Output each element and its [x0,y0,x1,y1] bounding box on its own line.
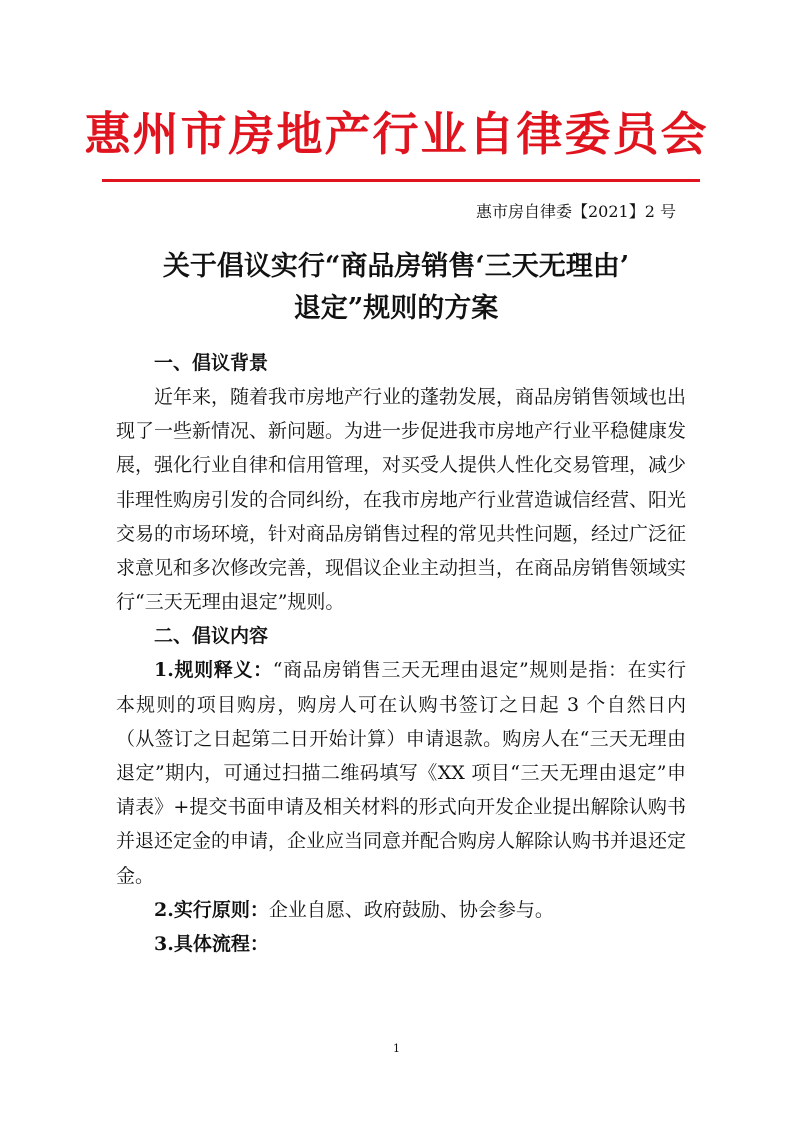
item-1-text: “商品房销售三天无理由退定”规则是指：在实行本规则的项目购房，购房人可在认购书签订之日起 3 个自然日内（从签订之日起第二日开始计算）申请退款。购房人在“三天无理由退定”期内，可通过扫描二维码填写《XX 项目“三天无理由退定”申请表》+提交书面申请及相关材料的形式向开发企业提出解除认购书并退还定金的申请，企业应当同意并配合购房人解除认购书并退还定金。 [116,659,687,887]
page-number: 1 [393,1042,400,1055]
item-1-label: 1.规则释义： [154,659,273,682]
red-divider-line [102,179,700,182]
document-title-line-2: 退定”规则的方案 [293,293,499,324]
organization-title: 惠州市房地产行业自律委员会 [84,107,709,161]
process-item [116,927,686,961]
background-paragraph: 近年来，随着我市房地产行业的蓬勃发展，商品房销售领域也出现了一些新情况、新问题。为进一步促进我市房地产行业平稳健康发展，强化行业自律和信用管理，对买受人提供人性化交易管理，减少非理性购房引发的合同纠纷，在我市房地产行业营造诚信经营、阳光交易的市场环境，针对商品房销售过程的常见共性问题，经过广泛征求意见和多次修改完善，现倡议企业主动担当，在商品房销售领域实行“三天无理由退定”规则。 [116,386,687,614]
item-2-text: 企业自愿、政府鼓励、协会参与。 [268,898,554,921]
section-heading-background: 一、倡议背景 [154,352,269,374]
section-heading-content: 二、倡议内容 [154,625,269,648]
item-2-label: 2.实行原则： [154,898,269,921]
rule-definition-item [116,653,686,892]
document-body [116,346,686,961]
document-title [60,246,732,330]
item-3-label: 3.具体流程： [154,933,269,956]
principle-item [116,893,686,927]
document-title-line-1: 关于倡议实行“商品房销售‘三天无理由’ [162,251,630,282]
document-number: 惠市房自律委【2021】2 号 [476,202,676,221]
